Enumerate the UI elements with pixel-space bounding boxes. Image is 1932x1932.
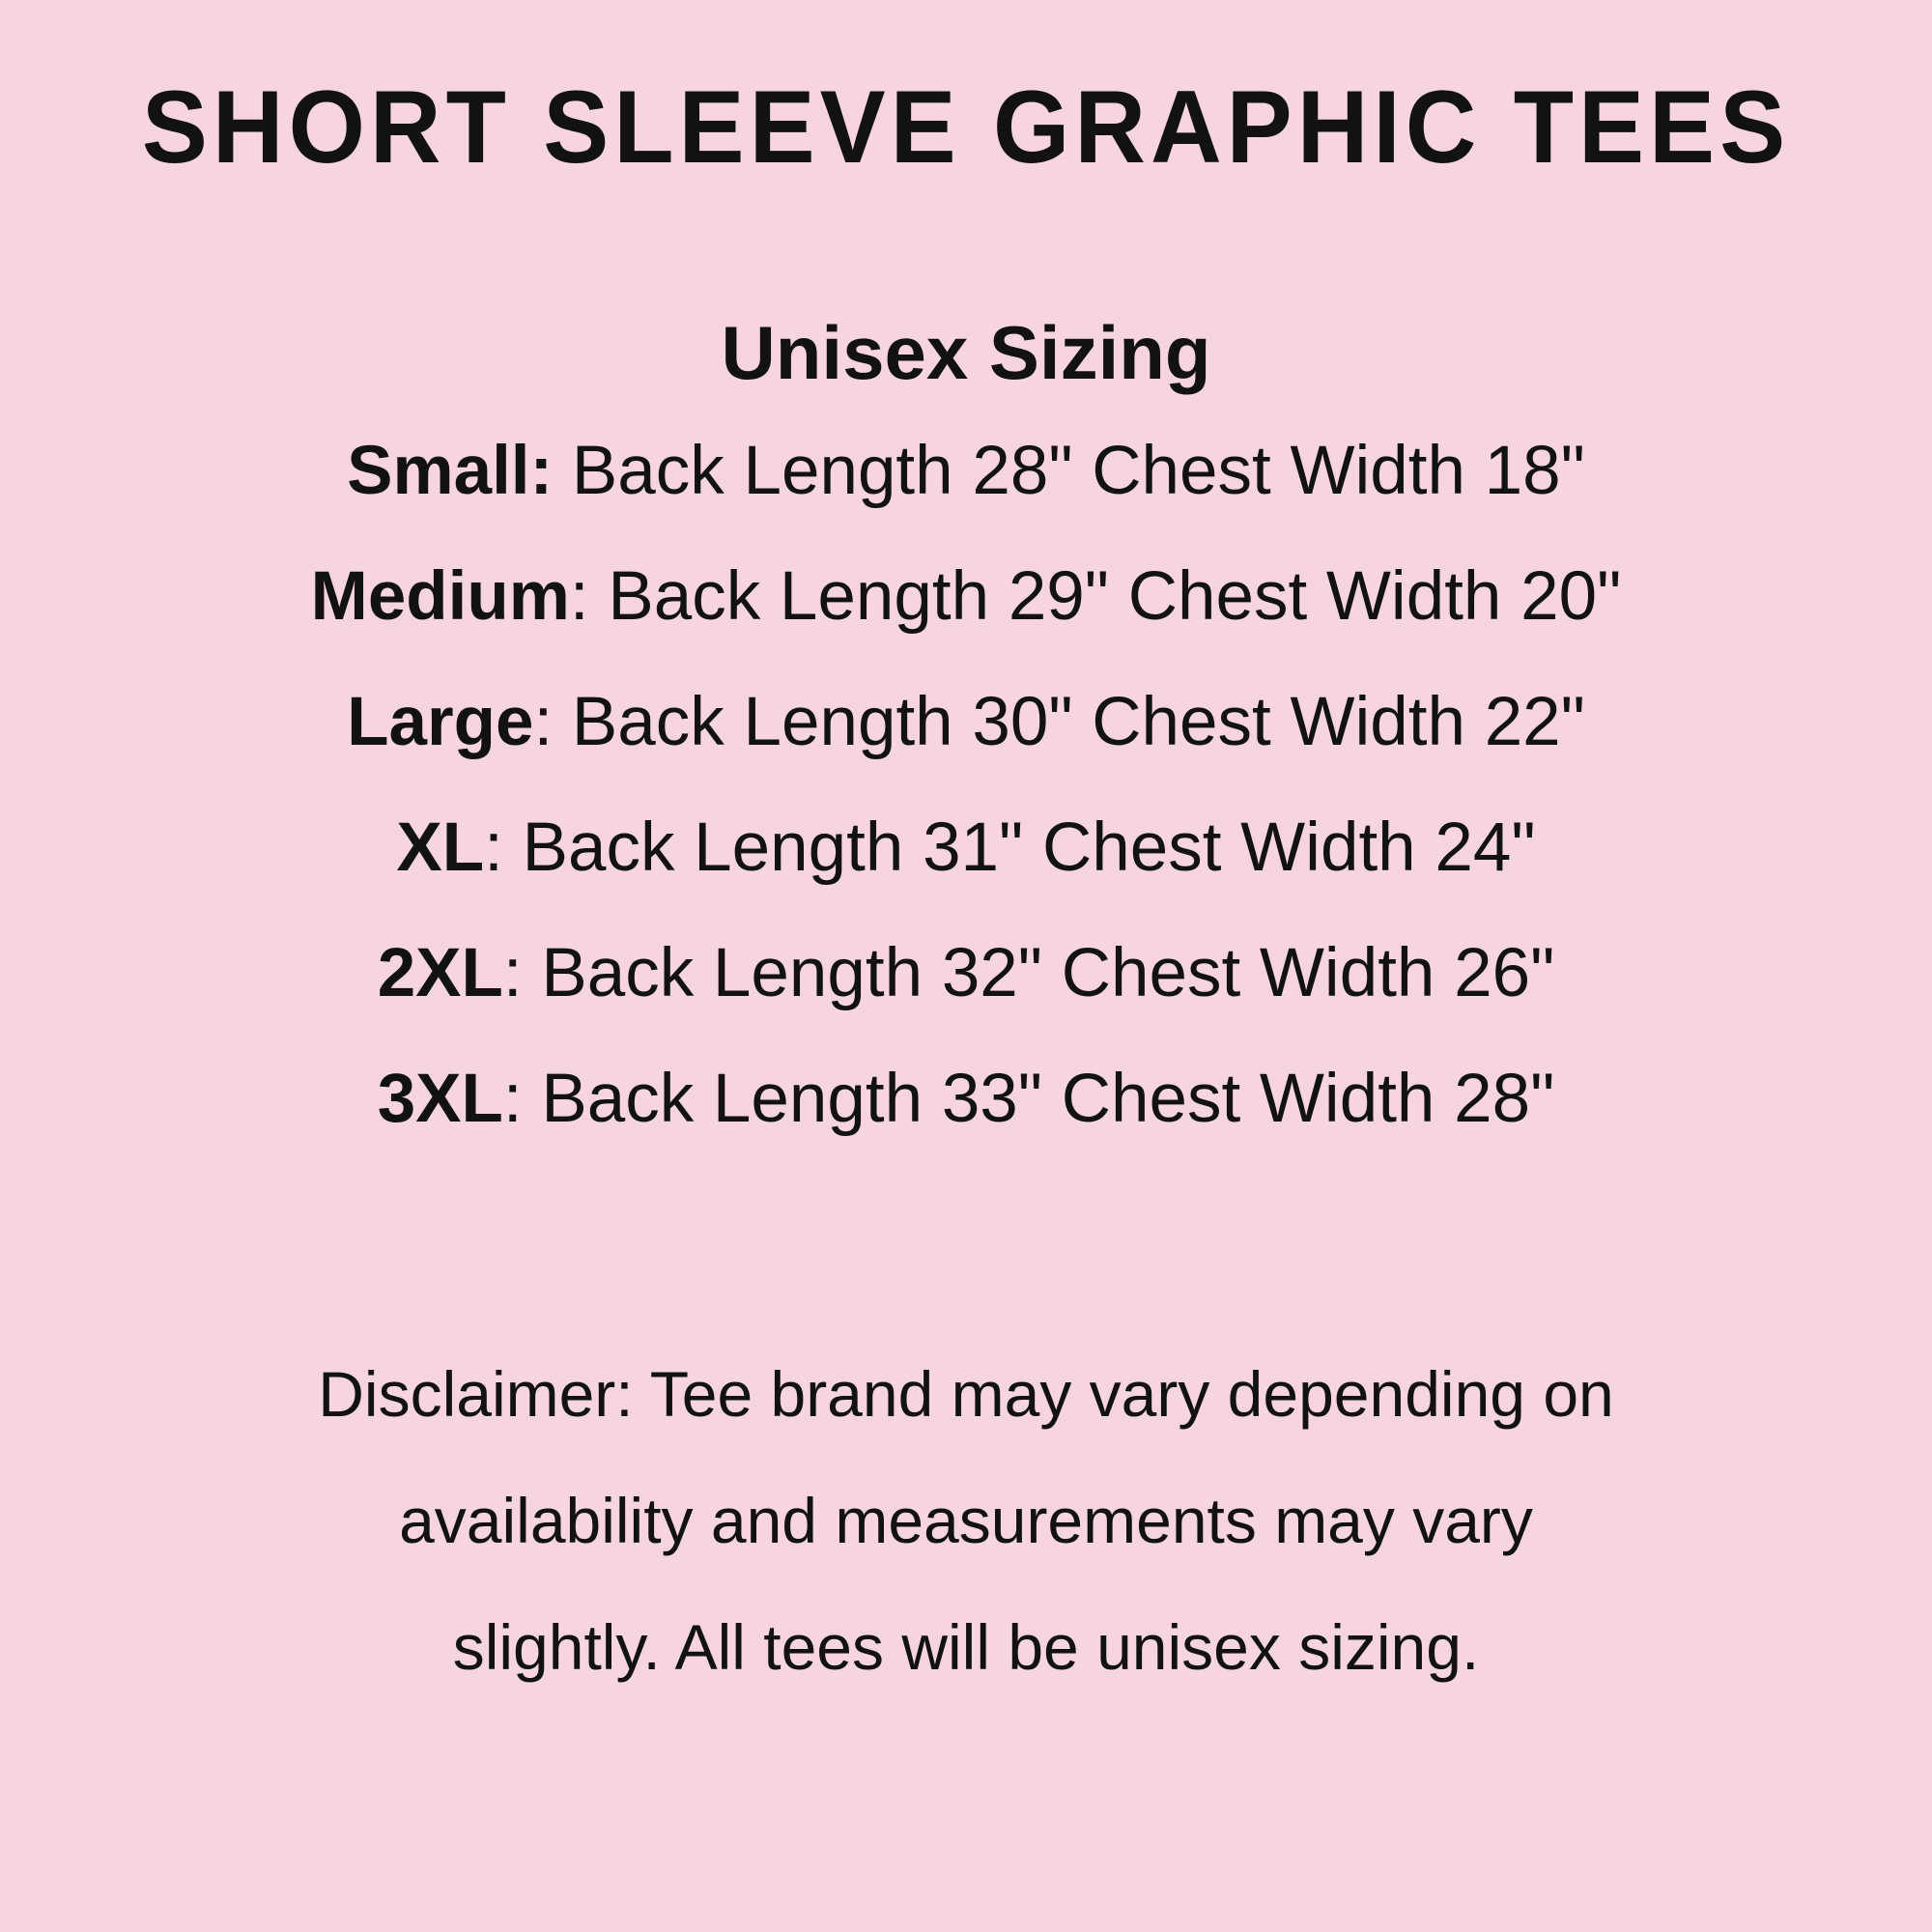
size-label: Small: [347,433,554,509]
size-label: Large [347,684,534,760]
disclaimer-line: slightly. All tees will be unisex sizing. [452,1611,1480,1683]
size-measurements: : Back Length 29" Chest Width 20" [569,558,1622,635]
size-measurements: : Back Length 32" Chest Width 26" [502,935,1555,1011]
size-measurements: Back Length 28" Chest Width 18" [553,433,1585,509]
size-row-medium [0,534,1932,660]
size-row-small [0,409,1932,534]
size-row-2xl [0,911,1932,1037]
size-rows [0,409,1932,1162]
size-measurements: : Back Length 30" Chest Width 22" [533,684,1585,760]
size-row-3xl [0,1037,1932,1162]
size-label: Medium [310,558,570,635]
disclaimer [0,1331,1932,1711]
size-label: 3XL [377,1061,503,1137]
size-label: 2XL [377,935,503,1011]
size-measurements: : Back Length 31" Chest Width 24" [484,810,1536,886]
size-measurements: : Back Length 33" Chest Width 28" [502,1061,1555,1137]
disclaimer-line: availability and measurements may vary [399,1485,1533,1556]
size-row-large [0,660,1932,785]
disclaimer-line: Disclaimer: Tee brand may vary depending on [318,1358,1614,1430]
size-label: XL [396,810,485,886]
page-title: SHORT SLEEVE GRAPHIC TEES [141,69,1791,185]
size-row-xl [0,785,1932,911]
sizing-heading: Unisex Sizing [721,310,1211,395]
